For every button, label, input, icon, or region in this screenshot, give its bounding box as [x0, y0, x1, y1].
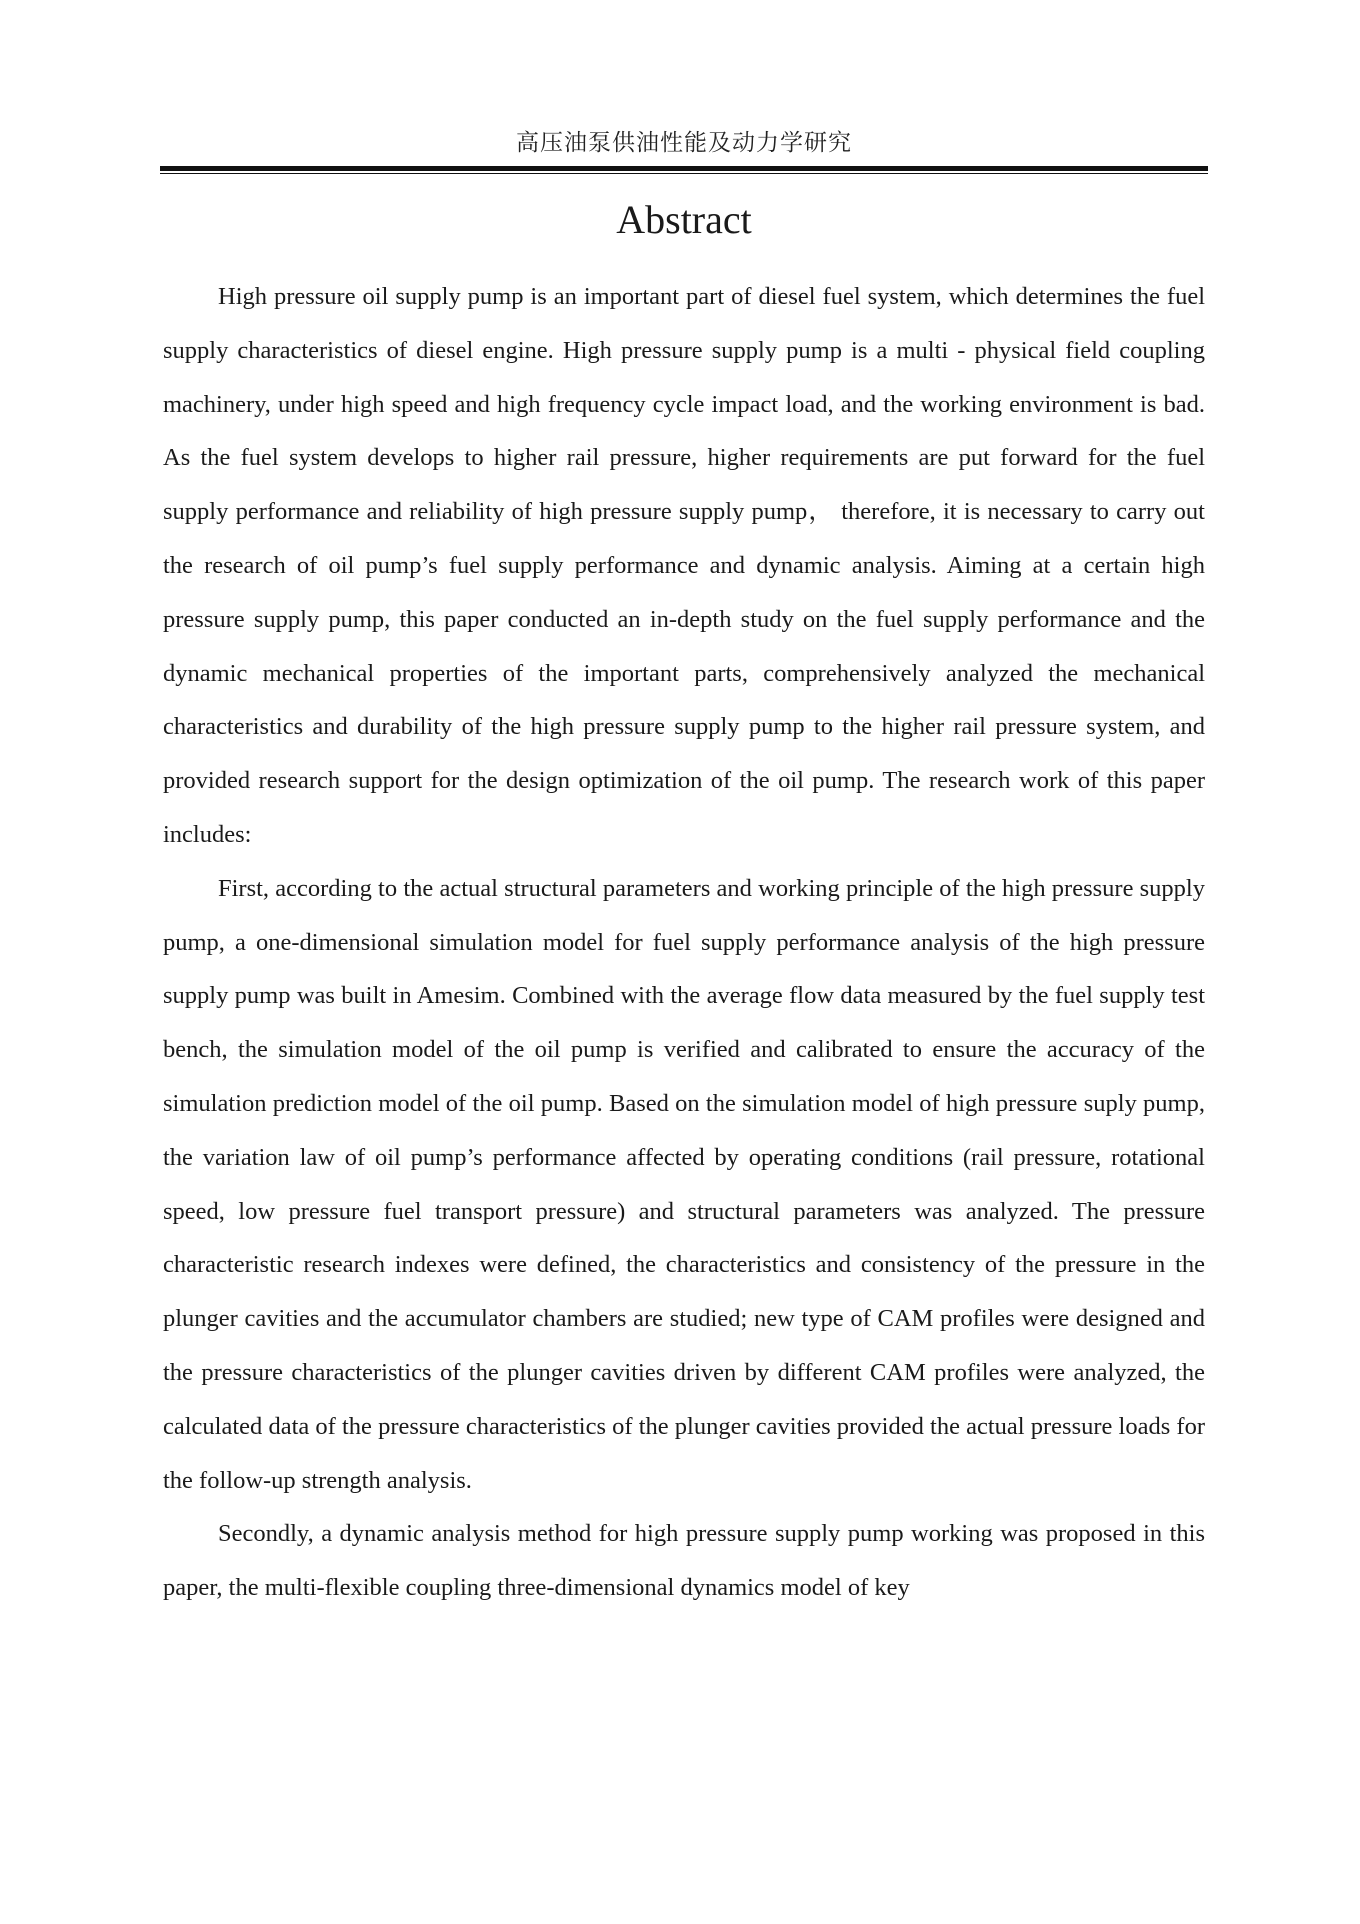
- paragraph-2: First, according to the actual structural parameters and working principle of the high pressure supply pump, a one-dimensional simulation model for fuel supply performance analysis of the high pressure supply pump was built in Amesim. Combined with the average flow data measured by the fuel supply test bench, the simulation model of the oil pump is verified and calibrated to ensure the accuracy of the simulation prediction model of the oil pump. Based on the simulation model of high pressure suply pump, the variation law of oil pump’s performance affected by operating conditions (rail pressure, rotational speed, low pressure fuel transport pressure) and structural parameters was analyzed. The pressure characteristic research indexes were defined, the characteristics and consistency of the pressure in the plunger cavities and the accumulator chambers are studied; new type of CAM profiles were designed and the pressure characteristics of the plunger cavities driven by different CAM profiles were analyzed, the calculated data of the pressure characteristics of the plunger cavities provided the actual pressure loads for the follow-up strength analysis.: [163, 874, 1205, 1494]
- running-header: 高压油泵供油性能及动力学研究: [516, 130, 852, 155]
- paragraph-1: High pressure oil supply pump is an important part of diesel fuel system, which determines the fuel supply characteristics of diesel engine. High pressure supply pump is a multi - physical field coupling machinery, under high speed and high frequency cycle impact load, and the working environment is bad. As the fuel system develops to higher rail pressure, higher requirements are put forward for the fuel supply performance and reliability of high pressure supply pump， therefore, it is necessary to carry out the research of oil pump’s fuel supply performance and dynamic analysis. Aiming at a certain high pressure supply pump, this paper conducted an in-depth study on the fuel supply performance and the dynamic mechanical properties of the important parts, comprehensively analyzed the mechanical characteristics and durability of the high pressure supply pump to the higher rail pressure system, and provided research support for the design optimization of the oil pump. The research work of this paper includes:: [163, 283, 1205, 848]
- section-title: Abstract: [616, 197, 752, 242]
- abstract-body: [163, 270, 1205, 1615]
- header-rule-thin: [160, 173, 1208, 174]
- paragraph-3: Secondly, a dynamic analysis method for high pressure supply pump working was proposed in this paper, the multi-flexible coupling three-dimensional dynamics model of key: [163, 1520, 1205, 1602]
- header-rule: [160, 166, 1208, 171]
